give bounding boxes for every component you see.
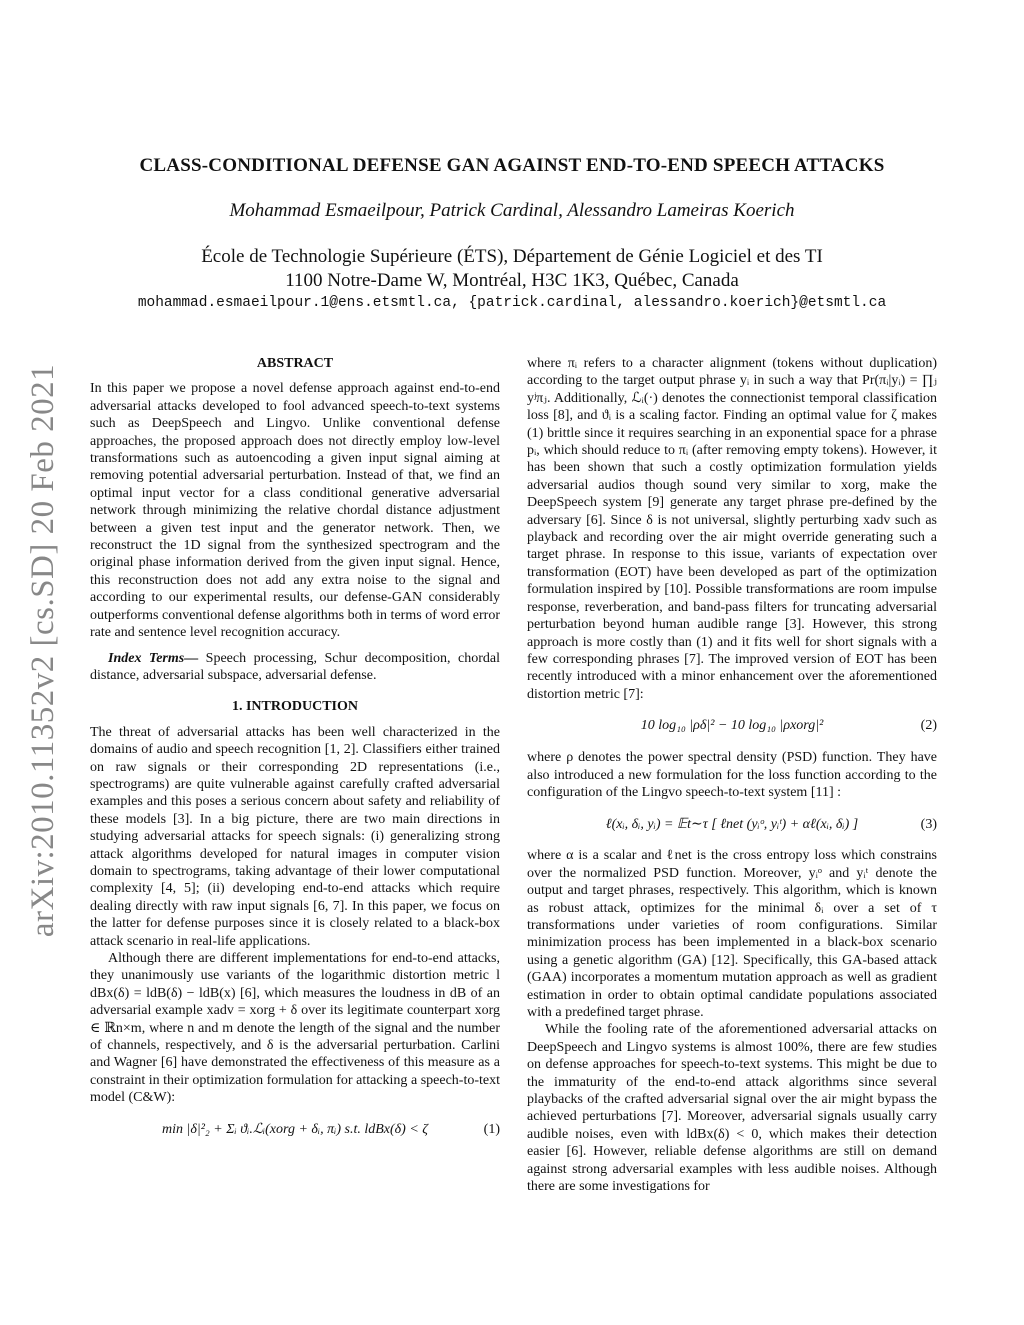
arxiv-identifier: arXiv:2010.11352v2 [cs.SD] 20 Feb 2021 [25,363,62,937]
equation-3-body: ℓ(xᵢ, δᵢ, yᵢ) = 𝔼t∼τ [ ℓnet (yᵢᵒ, yᵢᵗ) + αℓ(xᵢ, δᵢ) ] [605,816,859,832]
equation-3-number: (3) [920,816,937,832]
right-column [527,355,937,1195]
equation-2-body: 10 log₁₀ |ρδ|² − 10 log₁₀ |ρxorg|² [640,718,824,734]
equation-2-number: (2) [920,718,937,734]
equation-1-body: min |δ|²₂ + Σᵢ ϑᵢ.ℒᵢ(xorg + δᵢ, πᵢ) s.t. ldBx(δ) < ζ [162,1121,428,1137]
left-column [90,355,500,1153]
right-paragraph-3: where α is a scalar and ℓnet is the cross entropy loss which constrains over the normalized PSD function. Moreover, yᵢᵒ and yᵢᵗ denote the output and target phrases, respectively. This algorithm, which is known as robust attack, optimizes for the minimal δᵢ over a set of τ transformations under varieties of room configurations. Similar minimization process has been implemented in a black-box scenario using a genetic algorithm (GA) [12]. Specifically, this GA-based attack (GAA) incorporates a momentum mutation approach as well as gradient estimation in order to obtain optimal candidate populations associated with a predefined target phrase. [527,848,937,1020]
paper-title: CLASS-CONDITIONAL DEFENSE GAN AGAINST END-TO-END SPEECH ATTACKS [139,155,885,176]
abstract-text: In this paper we propose a novel defense approach against end-to-end adversarial attacks developed to fool advanced speech-to-text systems such as DeepSpeech and Lingvo. Unlike conventional defense approaches, the proposed approach does not directly employ low-level transformations such as autoencoding a given input signal aiming at removing potential adversarial perturbation. Instead of that, we find an optimal input vector for a class conditional generative adversarial network through minimizing the relative chordal distance adjustment between a given test input and the generator network. Then, we reconstruct the 1D signal from the synthesized spectrogram and the original phase information derived from the given input signal. Hence, this reconstruction does not add any extra noise to the signal and according to our experimental results, our defense-GAN considerably outperforms conventional defense algorithms both in terms of word error rate and sentence level recognition accuracy. [90,381,500,641]
equation-3 [527,809,937,839]
intro-paragraph-1: The threat of adversarial attacks has been well characterized in the domains of audio and speech recognition [1, 2]. Classifiers either trained on raw signals or their corresponding 2D representations (i.e., spectrograms) are quite vulnerable against carefully crafted adversarial examples and this poses a serious concern about safety and reliability of these models [3]. In a big picture, there are two main directions in studying adversarial attacks for speech signals: (i) generalizing strong attack algorithms developed for natural images in computer vision domain to spectrograms, taking advantage of their lower computational complexity [4, 5]; (ii) developing end-to-end attacks which require dealing directly with raw input signals [6, 7]. In this paper, we focus on the latter for defense purposes since it is closely related to a black-box attack scenario in real-life applications. [90,724,500,949]
index-terms-label: Index Terms— [108,650,199,666]
introduction-heading: 1. INTRODUCTION [231,699,358,715]
right-paragraph-1: where πᵢ refers to a character alignment (tokens without duplication) according to the target output phrase yᵢ in such a way that Pr(πᵢ|yᵢ) = ∏ⱼ yʲπⱼ. Additionally, ℒᵢ(·) denotes the connectionist temporal classification loss [8], and ϑᵢ is a scaling factor. Finding an optimal value for ζ makes (1) brittle since it requires searching in an exponential space for a phrase pᵢ, which should reduce to πᵢ (after removing empty tokens). However, it has been shown that such a costly optimization formulation yields adversarial audios though sound very similar to xorg, make the DeepSpeech system [9] generate any target phrase pre-defined by the adversary [6]. Since δ is not universal, slightly perturbing xadv such as playback and recording over the air might override generating such a target phrase. In response to this issue, variants of expectation over transformation (EOT) have been developed as part of the optimization formulation inspired by [10]. Possible transformations are room impulse response, reverberation, and band-pass filters for truncating adversarial perturbation beyond human audible range [3]. However, this strong approach is more costly than (1) and it fits well for short signals with a few corresponding phrases [7]. The improved version of EOT has been recently introduced with a minor enhancement over the aforementioned distortion metric [7]: [527,356,937,702]
index-terms [90,650,500,685]
affiliation-line-1: École de Technologie Supérieure (ÉTS), Département de Génie Logiciel et des TI [201,246,823,267]
affiliation-line-2: 1100 Notre-Dame W, Montréal, H3C 1K3, Québec, Canada [285,270,739,291]
right-paragraph-2: where ρ denotes the power spectral density (PSD) function. They have also introduced a new formulation for the loss function according to the configuration of the Lingvo speech-to-text system [11] : [527,750,937,800]
paper-authors: Mohammad Esmaeilpour, Patrick Cardinal, Alessandro Lameiras Koerich [229,200,795,221]
arxiv-side-stamp [14,360,74,940]
index-terms-text: Speech processing, Schur decomposition, chordal distance, adversarial subspace, adversarial defense. [90,650,500,683]
right-paragraph-4: While the fooling rate of the aforementioned adversarial attacks on DeepSpeech and Lingvo systems is almost 100%, there are few studies on defense approaches for speech-to-text systems. This might be due to the immaturity of the end-to-end attack algorithms since several playbacks of the crafted adversarial signal over the air might bypass the achieved perturbations [7]. Moreover, adversarial signals usually carry audible noises, even with ldBx(δ) < 0, which makes their detection easier [6]. However, reliable defense algorithms are still on demand against strong adversarial examples with less audible noises. Although there are some investigations for [527,1022,937,1195]
author-emails: mohammad.esmaeilpour.1@ens.etsmtl.ca, {patrick.cardinal, alessandro.koerich}@etsmtl.ca [137,295,887,311]
equation-1 [90,1115,500,1145]
intro-paragraph-2: Although there are different implementations for end-to-end attacks, they unanimously use variants of the logarithmic distortion metric l dBx(δ) = ldB(δ) − ldB(x) [6], which measures the loudness in dB of an adversarial example xadv = xorg + δ over its legitimate counterpart xorg ∈ ℝn×m, where n and m denote the length of the signal and the number of channels, respectively, and δ is the adversarial perturbation. Carlini and Wagner [6] have demonstrated the effectiveness of this measure as a constraint in their optimization formulation for attacking a speech-to-text model (C&W): [90,951,500,1106]
abstract-heading: ABSTRACT [256,356,334,371]
equation-2 [527,711,937,741]
equation-1-number: (1) [483,1121,500,1137]
